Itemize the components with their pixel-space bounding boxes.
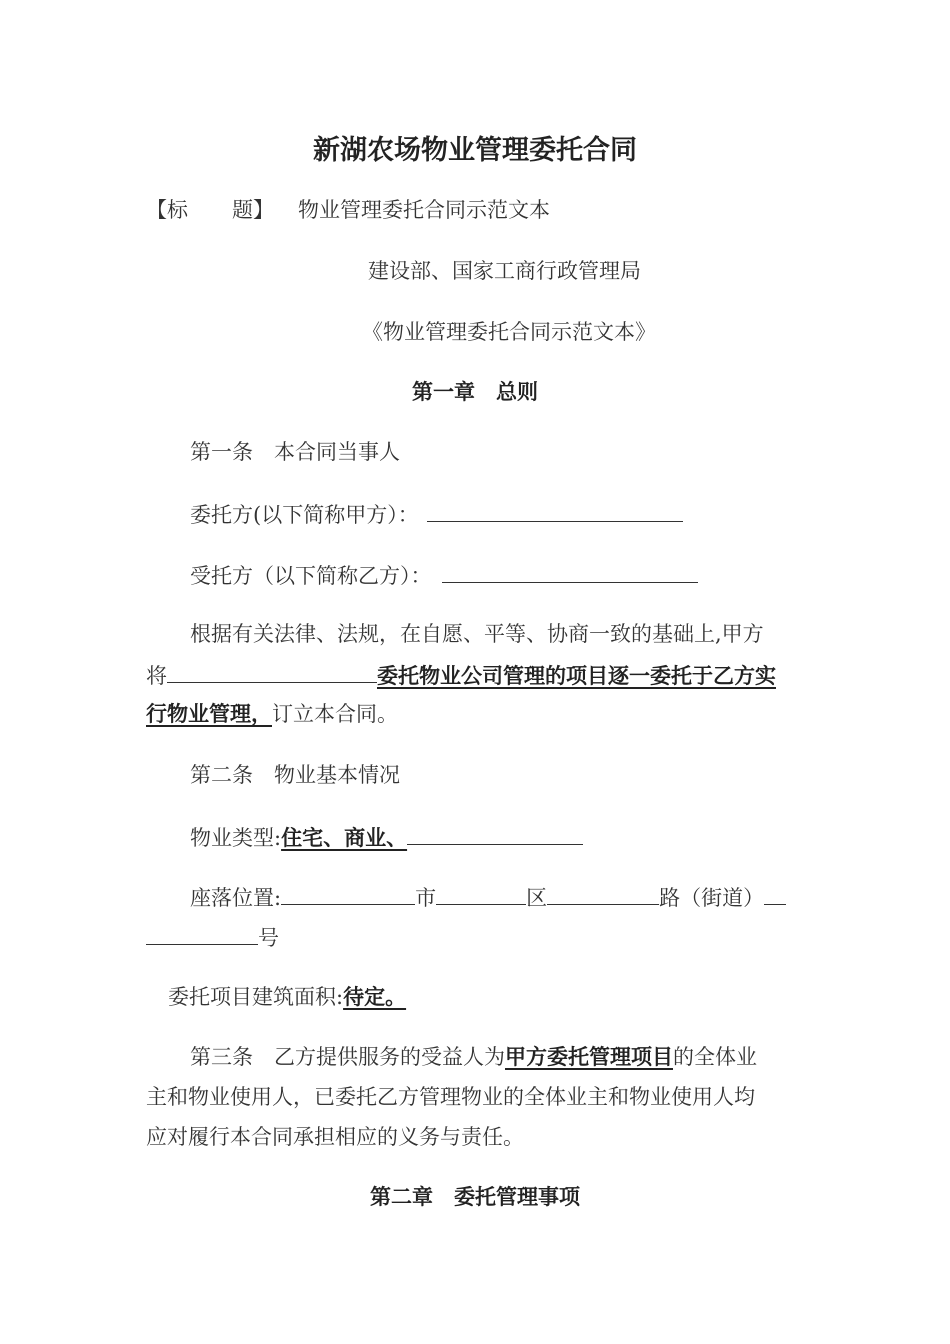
area-label: 委托项目建筑面积: bbox=[168, 985, 344, 1009]
party-a-label: 委托方(以下简称甲方）： bbox=[190, 503, 419, 527]
article-3-bold: 甲方委托管理项目 bbox=[505, 1044, 673, 1069]
party-b-label: 受托方（以下简称乙方）： bbox=[190, 564, 432, 588]
header-label-close: 题】 bbox=[232, 198, 274, 222]
party-a-blank bbox=[427, 499, 683, 522]
basis-line-3-rest: 订立本合同。 bbox=[272, 702, 398, 726]
article-1-title: 第一条 本合同当事人 bbox=[190, 440, 400, 464]
location-city-blank bbox=[281, 882, 415, 905]
article-3-line-2: 主和物业使用人，已委托乙方管理物业的全体业主和物业使用人均 bbox=[146, 1085, 755, 1109]
party-b-row bbox=[190, 560, 698, 590]
location-number-blank-a bbox=[764, 882, 786, 905]
basis-line-2 bbox=[146, 660, 776, 690]
header-label-open: 【标 bbox=[146, 198, 188, 222]
article-3-line-3: 应对履行本合同承担相应的义务与责任。 bbox=[146, 1125, 524, 1149]
reference-line: 《物业管理委托合同示范文本》 bbox=[362, 320, 656, 344]
issuer-line: 建设部、国家工商行政管理局 bbox=[368, 259, 641, 283]
article-3-line-1-rest: 的全体业 bbox=[673, 1045, 757, 1069]
basis-blank bbox=[167, 660, 377, 683]
property-type-blank bbox=[407, 822, 583, 845]
basis-line-2-prefix: 将 bbox=[146, 664, 167, 688]
area-row bbox=[168, 983, 406, 1011]
location-number: 号 bbox=[258, 926, 279, 950]
location-row-2 bbox=[146, 922, 279, 952]
location-row bbox=[190, 882, 786, 912]
location-district: 区 bbox=[526, 886, 548, 910]
header-label-value: 物业管理委托合同示范文本 bbox=[298, 198, 550, 222]
article-2-title: 第二条 物业基本情况 bbox=[190, 763, 400, 787]
location-district-blank bbox=[436, 882, 526, 905]
property-type-label: 物业类型: bbox=[190, 826, 282, 850]
location-number-blank-b bbox=[146, 922, 258, 945]
document-title: 新湖农场物业管理委托合同 bbox=[313, 135, 637, 166]
area-value: 待定。 bbox=[343, 984, 407, 1009]
party-b-blank bbox=[442, 560, 698, 583]
basis-line-3 bbox=[146, 700, 398, 728]
location-road: 路（街道） bbox=[659, 886, 765, 910]
property-type-value: 住宅、商业、 bbox=[281, 825, 408, 850]
chapter-2-heading: 第二章 委托管理事项 bbox=[370, 1184, 580, 1209]
basis-line-1: 根据有关法律、法规，在自愿、平等、协商一致的基础上,甲方 bbox=[190, 622, 764, 646]
header-label-row bbox=[146, 196, 550, 224]
article-3-line-1 bbox=[190, 1043, 757, 1071]
article-3-prefix: 第三条 乙方提供服务的受益人为 bbox=[190, 1045, 505, 1069]
basis-line-3-bold: 行物业管理， bbox=[146, 701, 272, 726]
location-city: 市 bbox=[415, 886, 437, 910]
location-label: 座落位置: bbox=[190, 886, 282, 910]
property-type-row bbox=[190, 822, 583, 852]
location-road-blank bbox=[547, 882, 659, 905]
party-a-row bbox=[190, 499, 683, 529]
basis-line-2-bold: 委托物业公司管理的项目逐一委托于乙方实 bbox=[377, 663, 776, 688]
chapter-1-heading: 第一章 总则 bbox=[412, 379, 538, 404]
